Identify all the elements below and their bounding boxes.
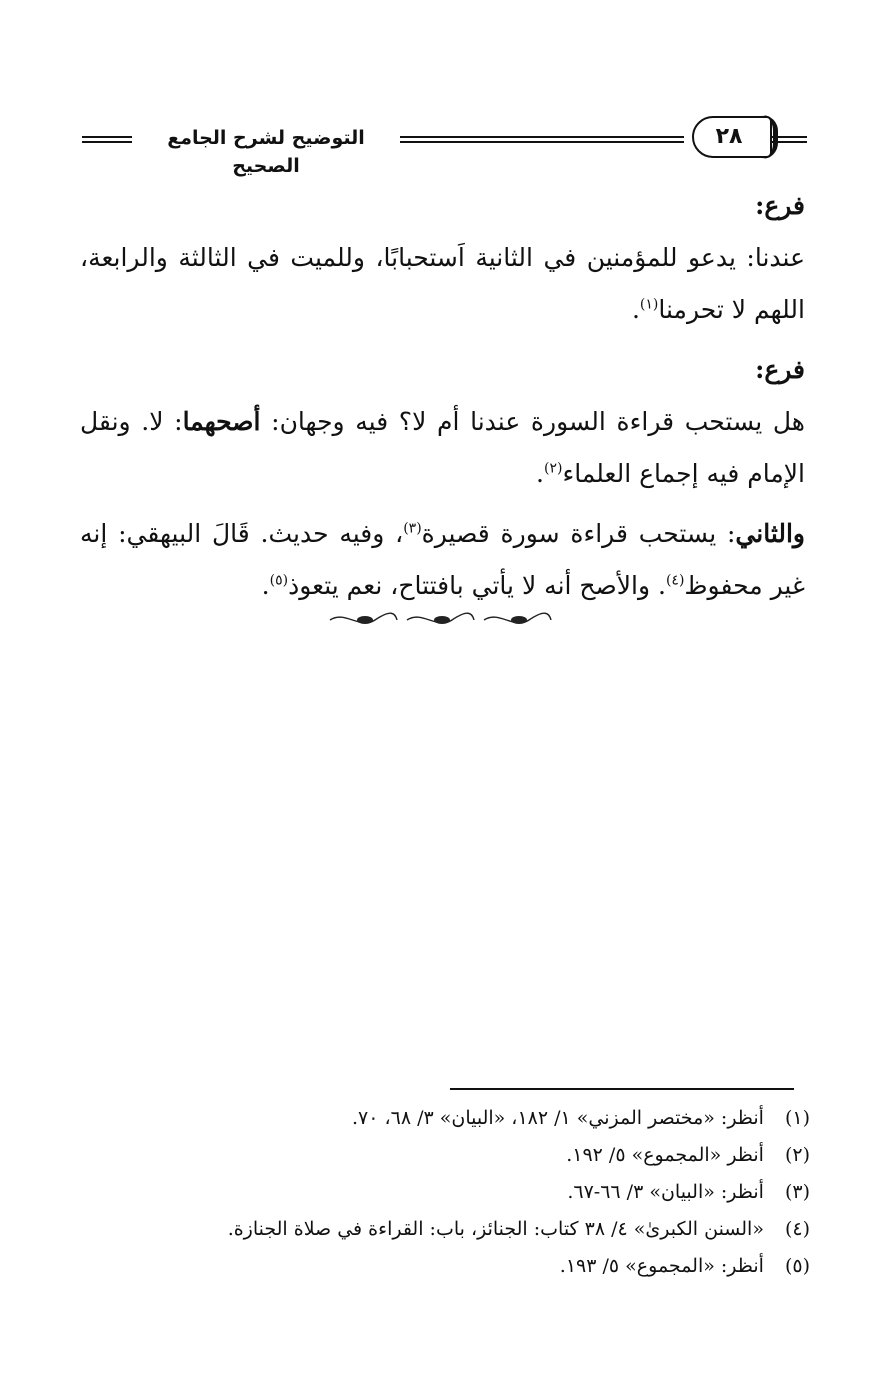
paragraph-text: . (536, 459, 544, 488)
header-rule-middle (400, 136, 684, 143)
footnote-item (80, 1174, 810, 1211)
section-heading: فرع: (755, 191, 805, 220)
footnote-item (80, 1137, 810, 1174)
emphasis-text: والثاني (735, 519, 805, 548)
page-number: ٢٨ (715, 124, 743, 149)
header-rule-right (772, 136, 807, 143)
paragraph (80, 232, 805, 336)
paragraph-text: ، وفيه حديث. قَالَ البيهقي: إنه غير محفوظ (80, 519, 805, 600)
footnote-number: (١) (784, 1107, 810, 1129)
footnote-number: (٥) (784, 1255, 810, 1277)
footnote-ref[interactable]: (١) (639, 296, 659, 313)
footnote-ref[interactable]: (٢) (543, 460, 563, 477)
paragraph-text: . (631, 295, 640, 324)
footnote-text: أنظر: «المجموع» ٥/ ١٩٣. (559, 1255, 764, 1277)
paragraph (80, 396, 805, 500)
footnote-text: أنظر: «البيان» ٣/ ٦٦-٦٧. (567, 1181, 764, 1203)
ornament-divider (325, 608, 555, 632)
footnote-number: (٣) (784, 1181, 810, 1203)
paragraph-text: هل يستحب قراءة السورة عندنا أم لا؟ فيه وجهان: (271, 407, 805, 436)
main-text (80, 180, 805, 612)
footnote-ref[interactable]: (٤) (665, 572, 685, 589)
paragraph-text: عندنا: يدعو للمؤمنين في الثانية اَستحبابًا، وللميت في الثالثة والرابعة، اللهم لا تحرمنا (80, 243, 805, 324)
footnote-separator (450, 1088, 794, 1090)
running-title: التوضيح لشرح الجامع الصحيح (167, 127, 365, 177)
page-number-frame (692, 116, 772, 158)
footnote-item (80, 1248, 810, 1285)
footnotes (80, 1100, 810, 1285)
paragraph (80, 508, 805, 612)
footnote-ref[interactable]: (٣) (403, 520, 422, 537)
footnote-text: أنظر «المجموع» ٥/ ١٩٢. (566, 1144, 764, 1166)
page-header (82, 112, 807, 177)
footnote-number: (٢) (784, 1144, 810, 1166)
footnote-text: أنظر: «مختصر المزني» ١/ ١٨٢، «البيان» ٣/ ٦٨، ٧٠. (351, 1107, 764, 1129)
paragraph-text: . (261, 571, 270, 600)
emphasis-text: أصحهما (182, 407, 261, 436)
footnote-ref[interactable]: (٥) (269, 572, 289, 589)
paragraph-text: . والأصح أنه لا يأتي بافتتاح، نعم يتعوذ (288, 571, 666, 600)
footnote-item (80, 1211, 810, 1248)
footnote-number: (٤) (784, 1218, 810, 1240)
footnote-item (80, 1100, 810, 1137)
paragraph-text: : يستحب قراءة سورة قصيرة (421, 519, 736, 548)
footnote-text: «السنن الكبرىٰ» ٤/ ٣٨ كتاب: الجنائز، باب: القراءة في صلاة الجنازة. (227, 1218, 764, 1240)
section-heading: فرع: (755, 355, 805, 384)
paragraph-text: : لا. ونقل الإمام فيه إجماع العلماء (80, 407, 805, 488)
header-rule-left (82, 136, 132, 143)
